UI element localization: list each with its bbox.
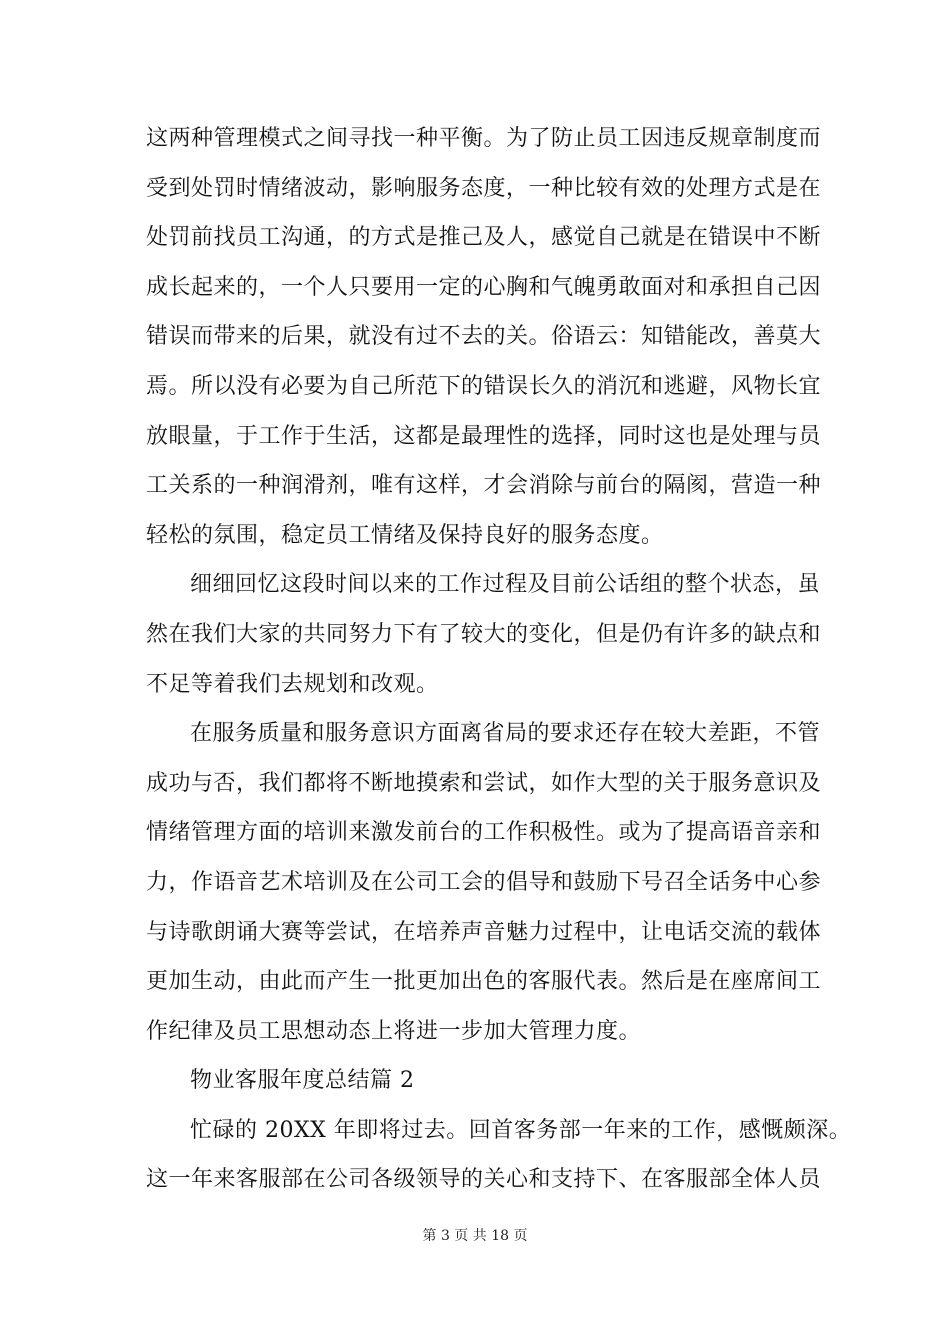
text-line: 忙碌的 20XX 年即将过去。回首客务部一年来的工作，感慨颇深。 xyxy=(190,1117,852,1143)
paragraph xyxy=(146,1056,806,1106)
text-line: 处罚前找员工沟通，的方式是推己及人，感觉自己就是在错误中不断 xyxy=(146,225,822,251)
text-line: 这两种管理模式之间寻找一种平衡。为了防止员工因违反规章制度而 xyxy=(146,126,822,151)
text-line: 然在我们大家的共同努力下有了较大的变化，但是仍有许多的缺点和 xyxy=(146,621,822,647)
text-line: 受到处罚时情绪波动，影响服务态度，一种比较有效的处理方式是在 xyxy=(146,175,822,201)
text-line: 错误而带来的后果，就没有过不去的关。俗语云：知错能改，善莫大 xyxy=(146,324,822,350)
text-line: 焉。所以没有必要为自己所范下的错误长久的消沉和逃避，风物长宜 xyxy=(146,373,822,399)
text-line: 成功与否，我们都将不断地摸索和尝试，如作大型的关于服务意识及 xyxy=(146,770,822,796)
text-line: 工关系的一种润滑剂，唯有这样，才会消除与前台的隔阂，营造一种 xyxy=(146,473,822,499)
text-line: 在服务质量和服务意识方面离省局的要求还存在较大差距，不管 xyxy=(190,721,821,747)
paragraph xyxy=(146,709,822,1056)
text-line: 情绪管理方面的培训来激发前台的工作积极性。或为了提高语音亲和 xyxy=(146,820,822,846)
text-line: 力，作语音艺术培训及在公司工会的倡导和鼓励下号召全话务中心参 xyxy=(146,869,822,895)
page-footer: 第 3 页 共 18 页 xyxy=(422,1228,528,1244)
paragraph xyxy=(146,114,822,560)
text-line: 细细回忆这段时间以来的工作过程及目前公话组的整个状态，虽 xyxy=(190,572,821,598)
text-line: 放眼量，于工作于生活，这都是最理性的选择，同时这也是处理与员 xyxy=(146,423,822,449)
text-line: 成长起来的，一个人只要用一定的心胸和气魄勇敢面对和承担自己因 xyxy=(146,274,822,300)
text-line: 物业客服年度总结篇 2 xyxy=(190,1068,415,1094)
paragraph xyxy=(146,1106,852,1205)
text-line: 轻松的氛围，稳定员工情绪及保持良好的服务态度。 xyxy=(146,522,664,548)
text-line: 这一年来客服部在公司各级领导的关心和支持下、在客服部全体人员 xyxy=(146,1167,822,1193)
text-line: 与诗歌朗诵大赛等尝试，在培养声音魅力过程中，让电话交流的载体 xyxy=(146,919,822,945)
document-body xyxy=(146,114,852,1205)
text-line: 更加生动，由此而产生一批更加出色的客服代表。然后是在座席间工 xyxy=(146,969,822,995)
paragraph xyxy=(146,560,822,709)
text-line: 不足等着我们去规划和改观。 xyxy=(146,671,439,697)
text-line: 作纪律及员工思想动态上将进一步加大管理力度。 xyxy=(146,1018,642,1044)
